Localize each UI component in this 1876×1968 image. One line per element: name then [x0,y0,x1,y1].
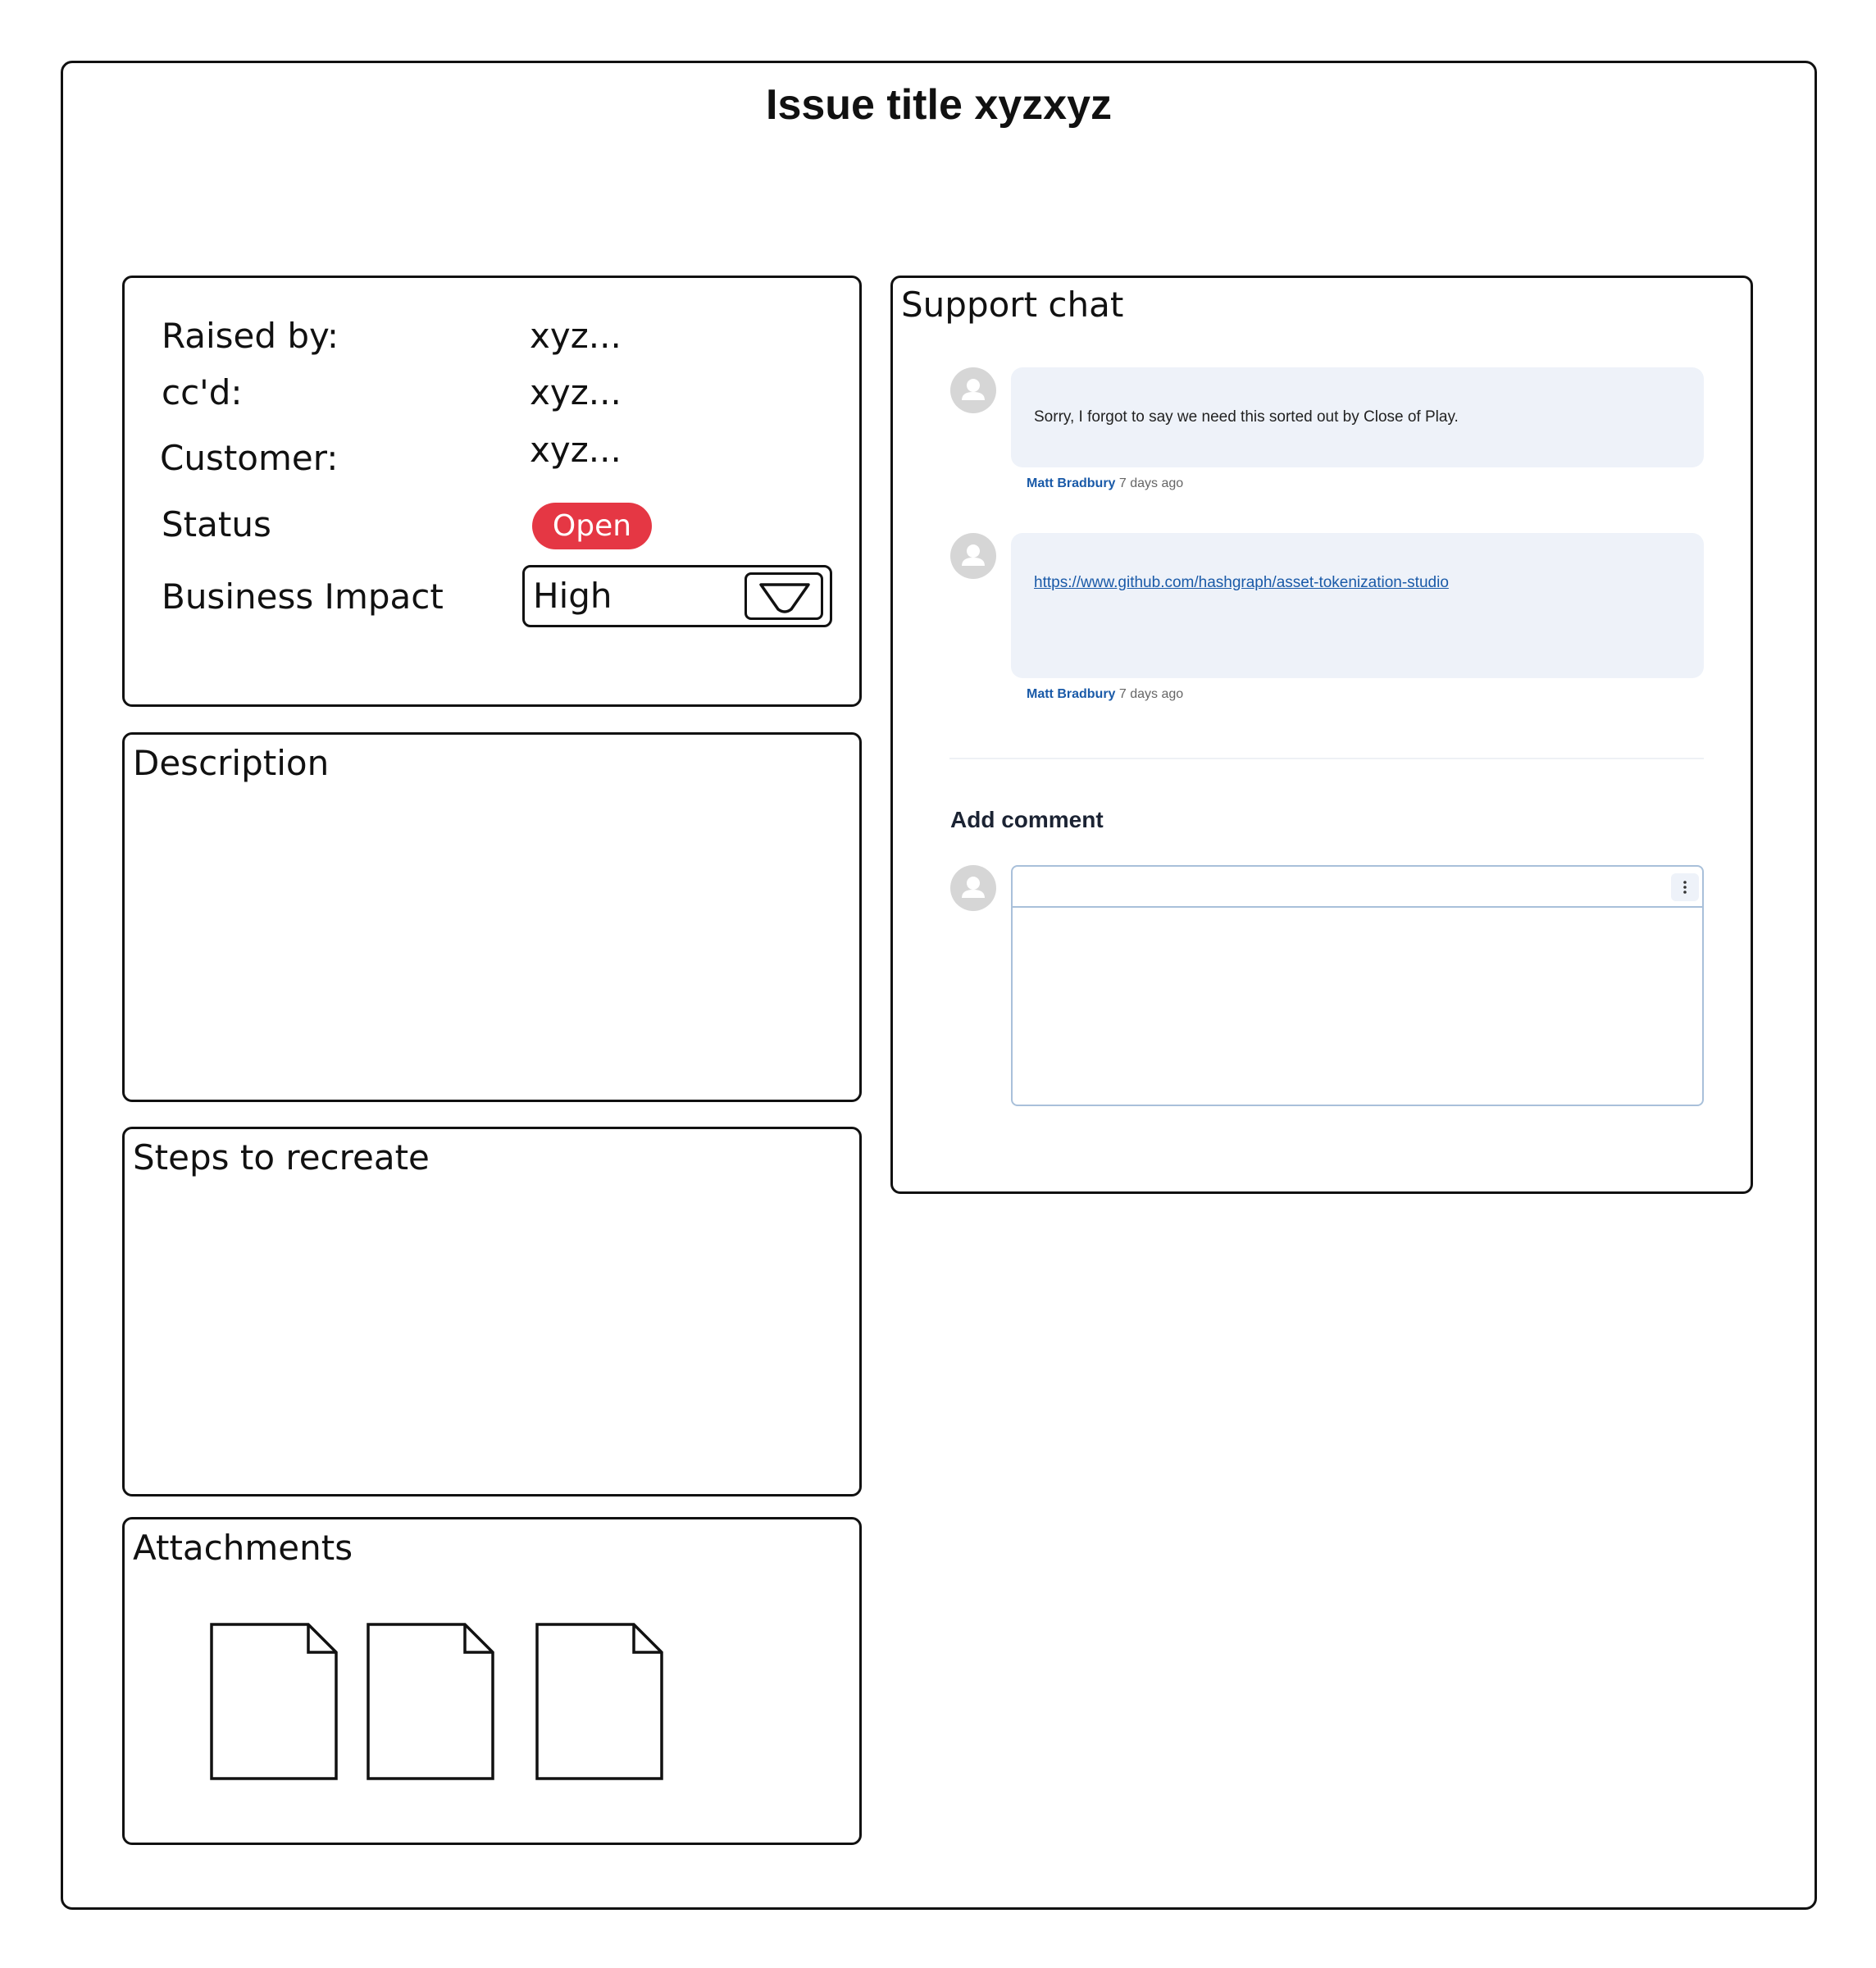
user-avatar-icon [950,367,996,413]
status-label: Status [162,504,271,544]
chat-message-link[interactable]: https://www.github.com/hashgraph/asset-tokenization-studio [1034,574,1449,591]
raised-by-label: Raised by: [162,316,339,356]
description-panel [122,732,862,1102]
status-badge[interactable]: Open [532,503,652,549]
business-impact-value: High [533,576,612,616]
business-impact-label: Business Impact [162,576,444,617]
steps-panel [122,1127,862,1496]
support-chat-title: Support chat [901,285,1124,325]
business-impact-select[interactable] [522,565,832,627]
document-icon[interactable] [367,1623,494,1780]
customer-label: Customer: [160,438,339,478]
comment-more-button[interactable] [1671,873,1699,901]
more-vertical-icon [1671,873,1699,901]
chat-message-text: Sorry, I forgot to say we need this sorted out by Close of Play. [1034,408,1459,426]
add-comment-label: Add comment [950,807,1104,832]
document-icon[interactable] [535,1623,663,1780]
user-avatar-icon [950,865,996,911]
chat-message-time: 7 days ago [1118,687,1184,701]
comment-editor [1011,865,1704,1106]
chat-message-author[interactable]: Matt Bradbury [1027,687,1116,701]
description-title: Description [133,743,330,783]
chat-message-time: 7 days ago [1118,476,1184,490]
chat-message-meta [1027,476,1183,491]
business-impact-dropdown-button[interactable] [744,572,823,620]
chat-message-bubble [1011,367,1704,467]
chat-message-author[interactable]: Matt Bradbury [1027,476,1116,490]
raised-by-value: xyz... [530,316,622,356]
document-icon[interactable] [210,1623,338,1780]
user-avatar-icon [950,533,996,579]
steps-title: Steps to recreate [133,1137,430,1178]
ccd-label: cc'd: [162,372,243,412]
customer-value: xyz... [530,430,622,470]
page-title: Issue title xyzxyz [766,81,1112,129]
comment-toolbar [1013,867,1702,908]
chat-message-bubble [1011,533,1704,678]
attachments-title: Attachments [133,1528,353,1568]
chat-message-meta [1027,687,1183,702]
chat-divider [949,758,1704,759]
ccd-value: xyz... [530,372,622,412]
chevron-down-icon [758,581,811,614]
comment-input[interactable] [1013,909,1702,1105]
